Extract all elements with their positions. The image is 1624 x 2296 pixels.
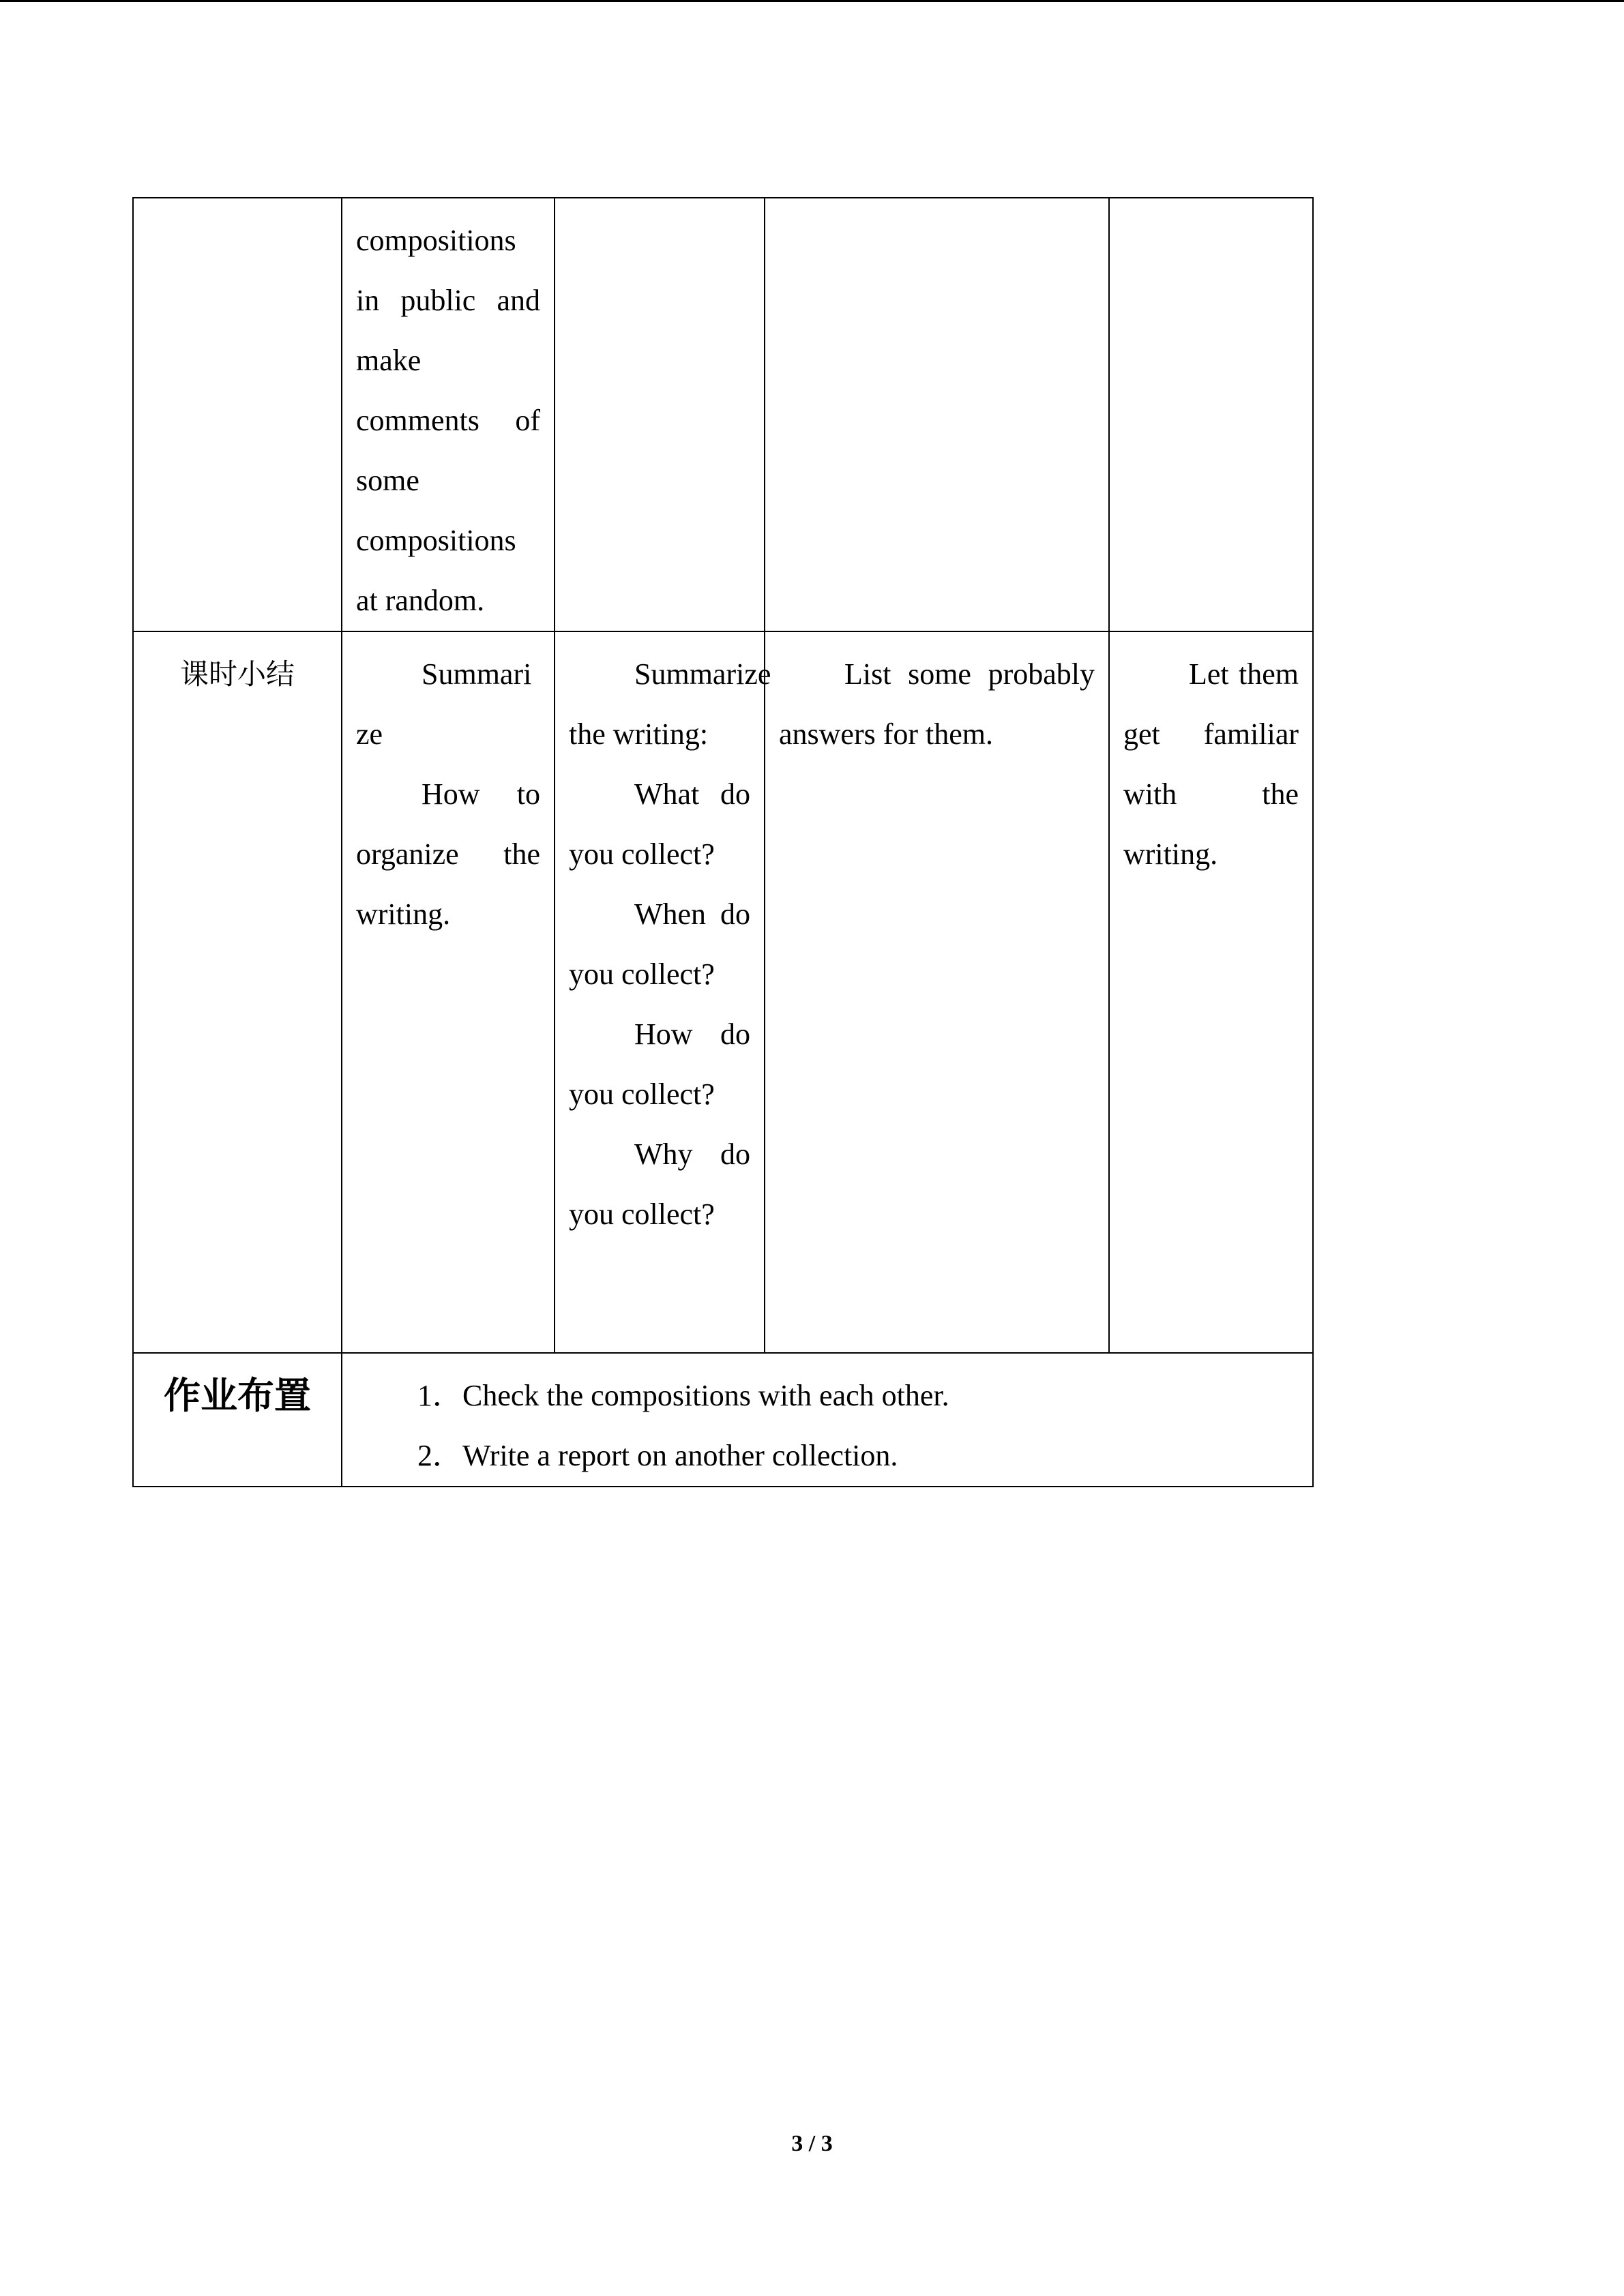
cell-teacher-activity [342,198,555,631]
cell-text: What do you collect? [569,777,750,871]
cell-expected-answers [765,631,1109,1353]
cell-text: How do you collect? [569,1017,750,1111]
lesson-plan-table [132,197,1314,1487]
cell-teacher-activity [342,631,555,1353]
cell-text: Summarize the writing: [569,657,771,751]
cell-text: Summarize [356,657,532,751]
cell-text: When do you collect? [569,897,750,991]
row-label-homework: 作业布置 [133,1353,342,1487]
table-row [133,198,1313,631]
cell-text: How to organize the writing. [356,777,540,931]
homework-item: 1．Check the compositions with each other. [417,1379,949,1412]
cell-homework-list [342,1353,1313,1487]
cell-empty-label [133,198,342,631]
cell-student-activity [555,631,771,1353]
row-label-summary: 课时小结 [133,631,342,1353]
homework-item: 2．Write a report on another collection. [417,1439,898,1472]
table-row [133,1353,1313,1487]
cell-text: List some probably answers for them. [779,657,1095,751]
cell-text: compositions in public and make comments of some compositions at random. [356,224,540,617]
table-row [133,631,1313,1353]
page-number: 3 / 3 [791,2131,833,2156]
cell-text: Let them get familiar with the writing. [1123,657,1299,871]
cell-purpose [1109,631,1313,1353]
cell-expected-answers [765,198,1109,631]
cell-text: Why do you collect? [569,1137,750,1231]
cell-purpose [1109,198,1313,631]
cell-student-activity [555,198,765,631]
page-top-border [0,0,1624,2]
